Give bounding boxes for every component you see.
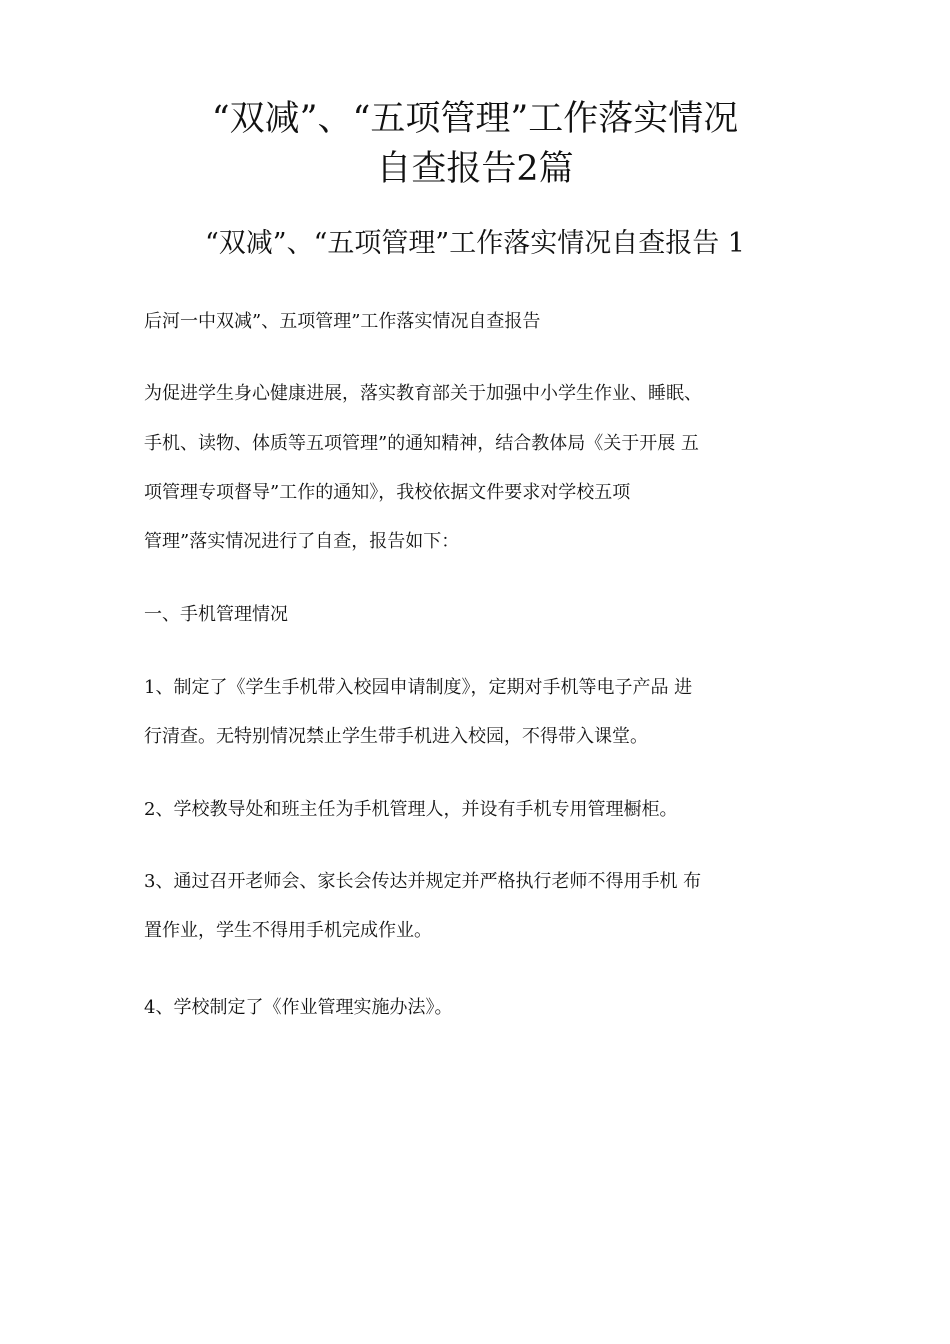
item-1-line-2: 行清查。无特别情况禁止学生带手机进入校园，不得带入课堂。 bbox=[144, 726, 648, 747]
school-report-heading: 后河一中双减”、五项管理”工作落实情况自查报告 bbox=[144, 311, 541, 332]
document-title-line-2: 自查报告2篇 bbox=[376, 149, 574, 189]
intro-paragraph-line-3: 项管理专项督导”工作的通知》，我校依据文件要求对学校五项 bbox=[144, 482, 631, 503]
item-3-line-1: 3、通过召开老师会、家长会传达并规定并严格执行老师不得用手机 布 bbox=[144, 871, 702, 892]
item-1-line-1: 1、制定了《学生手机带入校园申请制度》，定期对手机等电子产品 进 bbox=[144, 677, 693, 698]
item-2: 2、学校教导处和班主任为手机管理人，并设有手机专用管理橱柜。 bbox=[144, 799, 678, 820]
intro-paragraph-line-4: 管理”落实情况进行了自查，报告如下： bbox=[144, 531, 460, 552]
intro-paragraph-line-2: 手机、读物、体质等五项管理”的通知精神，结合教体局《关于开展 五 bbox=[144, 433, 699, 454]
report-subtitle: “双减”、“五项管理”工作落实情况自查报告 1 bbox=[205, 228, 745, 259]
document-title-line-1: “双减”、“五项管理”工作落实情况 bbox=[211, 99, 739, 139]
section-heading-phone-management: 一、手机管理情况 bbox=[144, 604, 288, 625]
item-4: 4、学校制定了《作业管理实施办法》。 bbox=[144, 997, 453, 1018]
intro-paragraph-line-1: 为促进学生身心健康进展，落实教育部关于加强中小学生作业、睡眠、 bbox=[144, 383, 702, 404]
item-3-line-2: 置作业，学生不得用手机完成作业。 bbox=[144, 920, 432, 941]
